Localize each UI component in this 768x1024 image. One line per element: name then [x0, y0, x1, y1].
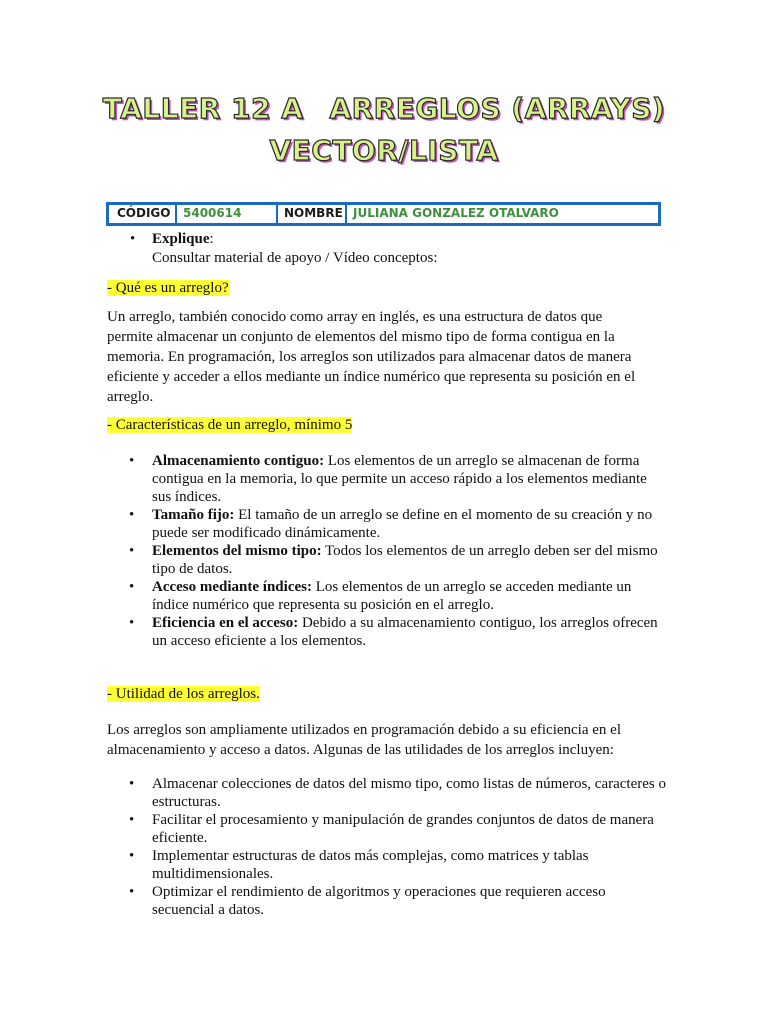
list-item	[107, 811, 667, 847]
bullet-icon: •	[129, 507, 135, 523]
list-item-text: Todos los elementos de un arreglo deben ser del mismo tipo de datos.	[152, 543, 658, 577]
list-item-text: Facilitar el procesamiento y manipulación de grandes conjuntos de datos de manera eficiente.	[152, 812, 654, 846]
section3-heading	[107, 685, 260, 704]
section3-paragraph: Los arreglos son ampliamente utilizados en programación debido a su eficiencia en el almacenamiento y acceso a datos. Algunas de las utilidades de los arreglos incluyen:	[107, 722, 621, 758]
bullet-icon: •	[129, 615, 135, 631]
section2-heading-text: - Características de un arreglo, mínimo 5	[107, 417, 353, 433]
list-item	[107, 614, 667, 650]
bullet-icon: •	[129, 579, 135, 595]
bullet-icon: •	[129, 776, 135, 792]
code-value: 5400614	[177, 205, 278, 223]
bullet-icon: •	[129, 543, 135, 559]
list-item-term: Tamaño fijo:	[152, 507, 235, 523]
list-item-term: Elementos del mismo tipo:	[152, 543, 322, 559]
code-label: CÓDIGO	[109, 205, 177, 223]
list-item-text: Los elementos de un arreglo se acceden mediante un índice numérico que representa su posición en el arreglo.	[152, 579, 632, 613]
list-item	[107, 883, 667, 919]
list-item-term: Almacenamiento contiguo:	[152, 453, 325, 469]
list-item	[107, 542, 667, 578]
bullet-icon: •	[130, 231, 136, 247]
list-item-text: Optimizar el rendimiento de algoritmos y operaciones que requieren acceso secuencial a datos.	[152, 884, 606, 918]
section2-heading	[107, 416, 352, 435]
bullet-icon: •	[129, 812, 135, 828]
list-item	[107, 452, 667, 506]
page-title-line1	[0, 92, 768, 125]
bullet-icon: •	[129, 453, 135, 469]
list-item-text: El tamaño de un arreglo se define en el momento de su creación y no puede ser modificado dinámicamente.	[152, 507, 653, 541]
section1-heading-text: - Qué es un arreglo?	[107, 280, 229, 296]
title-part1: TALLER 12 A	[102, 92, 304, 125]
intro-subtext: Consultar material de apoyo / Vídeo conceptos:	[152, 250, 438, 266]
intro-bullet-colon: :	[209, 231, 214, 247]
student-id-table	[106, 202, 661, 226]
list-item-term: Acceso mediante índices:	[152, 579, 312, 595]
list-item	[107, 775, 667, 811]
name-value: JULIANA GONZALEZ OTALVARO	[353, 206, 559, 220]
list-item	[107, 847, 667, 883]
page-title-line2: VECTOR/LISTA	[269, 134, 499, 167]
name-label: NOMBRE	[278, 205, 347, 223]
list-item-text: Los elementos de un arreglo se almacenan de forma contigua en la memoria, lo que permite un acceso rápido a los elementos mediante sus índices.	[152, 453, 647, 505]
title-part2: ARREGLOS (ARRAYS)	[329, 92, 666, 125]
list-item	[107, 578, 667, 614]
intro-bullet-label: Explique	[152, 231, 210, 247]
list-item	[107, 506, 667, 542]
list-item-text: Debido a su almacenamiento contiguo, los arreglos ofrecen un acceso eficiente a los elementos.	[152, 615, 658, 649]
section1-heading	[107, 279, 229, 298]
intro-bullet	[152, 230, 214, 249]
bullet-icon: •	[129, 848, 135, 864]
section1-paragraph: Un arreglo, también conocido como array en inglés, es una estructura de datos que permite almacenar un conjunto de elementos del mismo tipo de forma contigua en la memoria. En programación, los arreglos son utilizados para almacenar datos de manera eficiente y acceder a ellos mediante un índice numérico que representa su posición en el arreglo.	[107, 309, 636, 405]
list-item-term: Eficiencia en el acceso:	[152, 615, 299, 631]
list-item-text: Implementar estructuras de datos más complejas, como matrices y tablas multidimensionales.	[152, 848, 589, 882]
section3-heading-text: - Utilidad de los arreglos.	[107, 686, 260, 702]
characteristics-list	[107, 452, 667, 650]
list-item-text: Almacenar colecciones de datos del mismo tipo, como listas de números, caracteres o estructuras.	[152, 776, 666, 810]
bullet-icon: •	[129, 884, 135, 900]
utilities-list	[107, 775, 667, 919]
